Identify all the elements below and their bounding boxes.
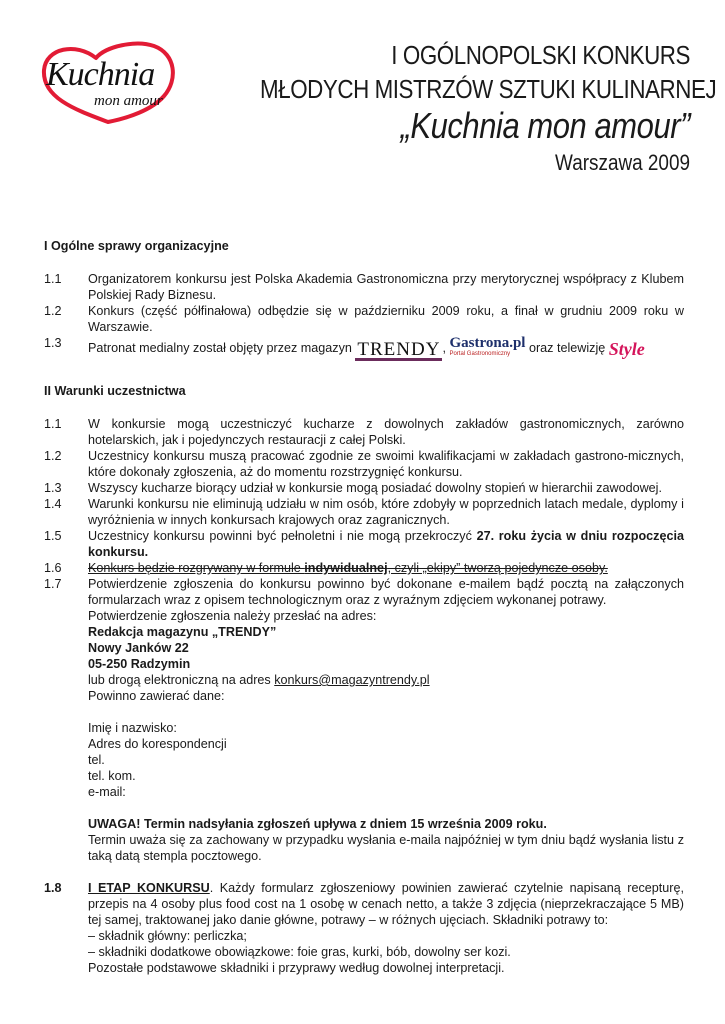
deadline-note: Termin uważa się za zachowany w przypadku wysłania e-maila najpóźniej w tym dniu bądź wysłania listu z taką datą stempla pocztowego. [88, 833, 684, 863]
contest-name: „Kuchnia mon amour” [400, 105, 690, 146]
item-text: Warunki konkursu nie eliminują udziału w nim osób, które zdobyły w poprzednich latach medale, dyplomy i wyróżnienia w innych konkursach krajowych oraz zagranicznych. [88, 497, 684, 527]
item-number: 1.2 [44, 304, 62, 318]
format-individual: indywidualnej [304, 561, 388, 575]
ingredient-other: Pozostałe podstawowe składniki i przyprawy według dowolnej interpretacji. [88, 961, 505, 975]
patronage-text: Patronat medialny został objęty przez magazyn [88, 341, 352, 355]
email-link[interactable]: konkurs@magazyntrendy.pl [274, 673, 430, 687]
ingredient-main: – składnik główny: perliczka; [88, 929, 247, 943]
list-item [44, 880, 684, 976]
stage-title: I ETAP KONKURSU [88, 881, 210, 895]
section-2-heading: II Warunki uczestnictwa [44, 384, 186, 398]
item-text [88, 880, 684, 976]
field-phone: tel. [88, 753, 105, 767]
item-text: Konkurs (część półfinałowa) odbędzie się w październiku 2009 roku, a finał w grudniu 2009 roku w Warszawie. [88, 304, 684, 334]
item-number: 1.6 [44, 561, 62, 575]
required-data-intro: Powinno zawierać dane: [88, 689, 225, 703]
title-line-2: MŁODYCH MISTRZÓW SZTUKI KULINARNEJ [260, 74, 717, 104]
field-name: Imię i nazwisko: [88, 721, 177, 735]
gastrona-logo [449, 335, 525, 357]
item-number: 1.8 [44, 881, 62, 895]
list-item [44, 416, 684, 448]
age-limit: 27. roku życia w dniu rozpoczęcia konkursu. [88, 529, 684, 559]
item-text: W konkursie mogą uczestniczyć kucharze z dowolnych zakładów gastronomicznych, zarówno hotelarskich, jak i pojedynczych restauracji z całej Polski. [88, 417, 684, 447]
title-city: Warszawa 2009 [555, 150, 690, 175]
logo-subtitle: mon amour [94, 93, 163, 109]
item-number: 1.1 [44, 272, 62, 286]
item-number: 1.3 [44, 336, 62, 350]
document-body [44, 238, 684, 976]
item-number: 1.4 [44, 497, 62, 511]
submission-address-intro: Potwierdzenie zgłoszenia należy przesłać na adres: [88, 609, 377, 623]
list-item [44, 480, 684, 496]
list-item [44, 271, 684, 303]
deadline-warning: UWAGA! Termin nadsyłania zgłoszeń upływa z dniem 15 września 2009 roku. [88, 817, 547, 831]
field-email: e-mail: [88, 785, 126, 799]
list-item [44, 448, 684, 480]
title-line-1: I OGÓLNOPOLSKI KONKURS [391, 40, 690, 70]
kuchnia-logo [36, 40, 186, 130]
list-item [44, 496, 684, 528]
address-line-3: 05-250 Radzymin [88, 657, 191, 671]
list-item [44, 335, 684, 361]
item-text: Organizatorem konkursu jest Polska Akademia Gastronomiczna przy merytorycznej współpracy z Klubem Polskiej Rady Biznesu. [88, 272, 684, 302]
stage-text: . Każdy formularz zgłoszeniowy powinien zawierać czytelnie napisaną recepturę, przepis na 4 osoby plus food cost na 1 osobę w cenach netto, a także 3 zdjęcia (nieprzekraczające 5 MB) tej samej, traktowanej jako danie główne, potrawy – w różnych ujęciach. Składniki potrawy to: [88, 881, 684, 927]
item-text: Uczestnicy konkursu muszą pracować zgodnie ze swoimi kwalifikacjami w zakładach gastrono-micznych, które dokonały zgłoszenia, aż do momentu rozstrzygnięć konkursu. [88, 449, 684, 479]
list-item [44, 528, 684, 560]
item-number: 1.2 [44, 449, 62, 463]
format-text: Konkurs będzie rozgrywany w formule [88, 561, 305, 575]
trendy-logo: TRENDY [357, 339, 441, 360]
style-tv-logo: Style [608, 339, 645, 359]
list-item [44, 576, 684, 864]
title-block [190, 38, 717, 180]
list-item [44, 560, 684, 576]
separator: , [442, 341, 446, 355]
item-number: 1.5 [44, 529, 62, 543]
item-number: 1.3 [44, 481, 62, 495]
submission-text: Potwierdzenie zgłoszenia do konkursu powinno być dokonane e-mailem bądź pocztą na załączonych formularzach wraz z opisem technologicznym oraz z wyraźnym zdjęciem wykonanej potrawy. [88, 577, 684, 607]
gastrona-logo-text: Gastrona.pl [449, 335, 526, 351]
ingredient-extra: – składniki dodatkowe obowiązkowe: foie gras, kurki, bób, dowolny ser kozi. [88, 945, 511, 959]
patronage-text-2: oraz telewizję [528, 341, 606, 355]
list-item [44, 303, 684, 335]
section-1-heading: I Ogólne sprawy organizacyjne [44, 239, 229, 253]
address-line-1: Redakcja magazynu „TRENDY” [88, 625, 277, 639]
item-text: Wszyscy kucharze biorący udział w konkursie mogą posiadać dowolny stopień w hierarchii zawodowej. [88, 481, 662, 495]
item-text [88, 528, 684, 560]
item-number: 1.7 [44, 577, 62, 591]
field-address: Adres do korespondencji [88, 737, 227, 751]
age-text: Uczestnicy konkursu powinni być pełnoletni i nie mogą przekroczyć [88, 529, 477, 543]
item-text [88, 576, 684, 864]
item-text [88, 560, 684, 576]
email-intro: lub drogą elektroniczną na adres [88, 673, 275, 687]
item-number: 1.1 [44, 417, 62, 431]
format-text-2: , czyli „ekipy” tworzą pojedyncze osoby. [387, 561, 608, 575]
field-mobile: tel. kom. [88, 769, 136, 783]
item-text [88, 335, 684, 361]
logo-word: Kuchnia [46, 56, 155, 93]
gastrona-logo-sub: Portal Gastronomiczny [449, 351, 511, 357]
address-line-2: Nowy Janków 22 [88, 641, 189, 655]
